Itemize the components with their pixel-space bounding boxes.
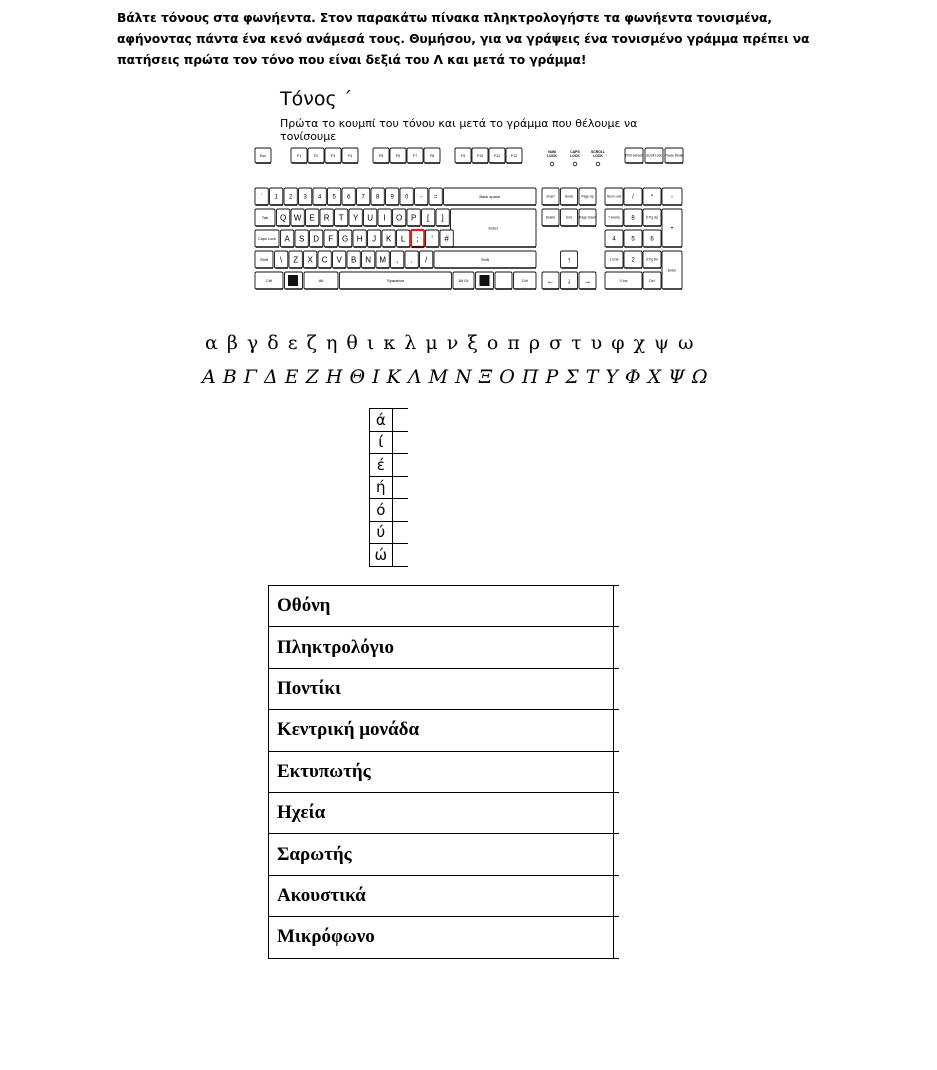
vowel-cell: ώ (370, 544, 393, 567)
word-answer-cell[interactable] (614, 875, 619, 916)
key-numpad-del (643, 272, 661, 289)
lock-indicator-label: CAPS (570, 150, 580, 154)
key-letter (320, 209, 333, 226)
word-cell: Μικρόφωνο (269, 917, 614, 958)
vowel-row (370, 409, 409, 432)
key-letter (422, 209, 435, 226)
key-letter (304, 251, 317, 268)
svg-text:F5: F5 (378, 153, 384, 158)
key-num-lock (605, 188, 623, 205)
key-number (415, 188, 428, 205)
svg-text:\: \ (280, 255, 283, 265)
svg-text:Del: Del (649, 278, 655, 283)
lock-indicator-light (573, 162, 577, 166)
key-home (561, 188, 578, 205)
svg-text:R: R (323, 213, 330, 223)
word-row (269, 710, 620, 751)
key-number (342, 188, 355, 205)
svg-text:': ' (431, 234, 433, 244)
key-numpad (643, 209, 661, 226)
svg-text:M: M (379, 255, 386, 265)
svg-text:8: 8 (375, 194, 380, 201)
windows-logo-icon (480, 275, 490, 286)
key-function (455, 148, 471, 163)
words-table (268, 585, 619, 959)
svg-text:E: E (309, 213, 315, 223)
svg-text:↑: ↑ (567, 255, 571, 265)
key-function (489, 148, 505, 163)
word-answer-cell[interactable] (614, 834, 619, 875)
svg-text:Enter: Enter (667, 268, 677, 273)
svg-text:7 Home: 7 Home (608, 215, 620, 220)
svg-text:F1: F1 (296, 153, 302, 158)
svg-text:Ctrl: Ctrl (521, 277, 528, 283)
accented-vowels-table (369, 408, 408, 567)
svg-text:→: → (583, 276, 592, 286)
key-letter (318, 251, 331, 268)
svg-text:8: 8 (631, 215, 635, 222)
word-row (269, 751, 620, 792)
vowel-answer-cell[interactable] (392, 454, 408, 477)
svg-text:.: . (410, 255, 413, 265)
svg-text:Scroll Lock: Scroll Lock (646, 153, 662, 158)
svg-text:Print Screen: Print Screen (625, 153, 643, 158)
svg-text:N: N (365, 255, 372, 265)
svg-text:4: 4 (317, 194, 322, 201)
svg-text:F6: F6 (395, 153, 401, 158)
svg-text:Esc: Esc (259, 153, 267, 158)
key-esc (255, 148, 271, 163)
word-cell: Σαρωτής (269, 834, 614, 875)
key-end (561, 209, 578, 226)
vowel-row (370, 544, 409, 567)
svg-text:F9: F9 (460, 153, 466, 158)
key-letter (420, 251, 433, 268)
word-row (269, 875, 620, 916)
key-letter (362, 251, 375, 268)
lock-indicator-label: NUM (548, 150, 556, 154)
key-letter (277, 209, 290, 226)
key-insert (542, 188, 559, 205)
svg-text:S: S (298, 234, 305, 244)
key-arrow-left (542, 272, 559, 289)
svg-text:/: / (632, 194, 634, 201)
word-cell: Ηχεία (269, 792, 614, 833)
key-ctrl-right (514, 272, 537, 289)
svg-text:=: = (433, 194, 438, 201)
key-letter (440, 230, 453, 247)
svg-text:4: 4 (612, 236, 616, 243)
svg-text:0 Ins: 0 Ins (619, 278, 628, 283)
key-letter (368, 230, 381, 247)
key-letter (306, 209, 319, 226)
svg-text:F11: F11 (493, 153, 501, 158)
svg-text:L: L (400, 234, 406, 244)
key-numpad (605, 251, 623, 268)
key-letter (335, 209, 348, 226)
svg-text:Y: Y (352, 213, 359, 223)
key-number (400, 188, 413, 205)
key-number (371, 188, 384, 205)
lock-indicator-label: LOCK (547, 154, 557, 158)
svg-text:#: # (444, 234, 449, 244)
key-function (472, 148, 488, 163)
svg-text:F12: F12 (510, 153, 518, 158)
word-row (269, 834, 620, 875)
tonos-description: Πρώτα το κουμπί του τόνου και μετά το γράμμα που θέλουμε να τονίσουμε (280, 117, 638, 143)
vowel-row (370, 499, 409, 522)
svg-text:F: F (328, 234, 334, 244)
greek-uppercase-alphabet: Α Β Γ Δ Ε Ζ Η Θ Ι Κ Λ Μ Ν Ξ Ο Π Ρ Σ Τ Υ Φ Χ Ψ Ω (202, 366, 709, 388)
word-cell: Πληκτρολόγιο (269, 627, 614, 668)
key-numpad-plus (662, 209, 682, 247)
key-arrow-right (579, 272, 596, 289)
key-letter (324, 230, 337, 247)
key-number (328, 188, 341, 205)
key-tab (255, 209, 275, 226)
svg-text:Home: Home (564, 194, 574, 199)
key-numpad (605, 209, 623, 226)
key-caps-lock (255, 230, 279, 247)
key-alt (304, 272, 338, 289)
key-pause-break (665, 148, 684, 163)
svg-text:O: O (396, 213, 403, 223)
vowel-row (370, 521, 409, 544)
windows-logo-icon (288, 275, 298, 286)
key-numpad (643, 230, 661, 247)
key-numpad (624, 209, 642, 226)
key-letter (289, 251, 302, 268)
word-cell: Κεντρική μονάδα (269, 710, 614, 751)
instructions-text: Βάλτε τόνους στα φωνήεντα. Στον παρακάτω πίνακα πληκτρολογήστε τα φωνήεντα τονισμένα, αφήνοντας πάντα ένα κενό ανάμεσά τους. Θυμήσου, για να γράψεις ένα τονισμένο γράμμα πρέπει να πατήσεις πρώτα τον τόνο που είναι δεξιά του Λ και μετά το γράμμα! (117, 11, 810, 67)
svg-text:9 Pg Up: 9 Pg Up (645, 215, 659, 220)
svg-text:9: 9 (390, 194, 394, 201)
key-scroll-lock (645, 148, 663, 163)
word-row (269, 917, 620, 958)
svg-text:End: End (566, 215, 572, 220)
vowel-cell: έ (370, 454, 393, 477)
word-cell: Οθόνη (269, 586, 614, 627)
svg-text:Delete: Delete (545, 215, 556, 220)
lock-indicator-light (550, 162, 554, 166)
svg-text:F4: F4 (347, 153, 353, 158)
key-delete (542, 209, 559, 226)
key-numpad (624, 230, 642, 247)
key-shift-right (434, 251, 536, 268)
word-answer-cell[interactable] (614, 917, 619, 958)
word-cell: Εκτυπωτής (269, 751, 614, 792)
svg-text:5: 5 (631, 236, 635, 243)
key-page-down (579, 209, 596, 226)
vowel-cell: ή (370, 476, 393, 499)
key-spacebar (340, 272, 452, 289)
key-letter (281, 230, 294, 247)
svg-text:T: T (338, 213, 344, 223)
key-enter (451, 209, 537, 247)
vowel-answer-cell[interactable] (392, 431, 408, 454)
key-letter (426, 230, 439, 247)
svg-text:]: ] (441, 213, 444, 223)
key-letter (393, 209, 406, 226)
key-letter (378, 209, 391, 226)
svg-text:3 Pg Dn: 3 Pg Dn (645, 257, 659, 262)
svg-text:Page Up: Page Up (581, 194, 594, 199)
svg-text:Page Down: Page Down (579, 215, 596, 220)
svg-text:Alt: Alt (318, 277, 324, 283)
svg-text:-: - (420, 194, 423, 201)
svg-text:2: 2 (631, 257, 635, 264)
svg-text:5: 5 (332, 194, 336, 201)
svg-text:,: , (396, 255, 399, 265)
key-menu (495, 272, 512, 289)
key-tonos-highlighted (411, 230, 424, 247)
svg-text:Spacebar: Spacebar (386, 277, 405, 283)
svg-text:V: V (336, 255, 342, 265)
key-number (255, 188, 268, 205)
word-answer-cell[interactable] (614, 668, 619, 709)
key-letter (310, 230, 323, 247)
key-letter (382, 230, 395, 247)
key-letter (347, 251, 360, 268)
word-cell: Ακουστικά (269, 875, 614, 916)
word-row (269, 792, 620, 833)
key-number (386, 188, 399, 205)
svg-text:H: H (356, 234, 363, 244)
key-number (313, 188, 326, 205)
svg-text:B: B (350, 255, 357, 265)
svg-text:Tab: Tab (261, 214, 269, 220)
key-function (506, 148, 522, 163)
svg-text:X: X (307, 255, 313, 265)
key-page-up (579, 188, 596, 205)
svg-text:Alt Gr: Alt Gr (458, 277, 469, 283)
key-letter (376, 251, 389, 268)
key-numpad (624, 188, 642, 205)
key-arrow-down (561, 272, 578, 289)
word-answer-cell[interactable] (614, 751, 619, 792)
svg-text:U: U (367, 213, 374, 223)
svg-text:-: - (671, 194, 673, 201)
svg-text:1 End: 1 End (609, 257, 619, 262)
svg-text:3: 3 (303, 194, 307, 201)
key-number (284, 188, 297, 205)
svg-text:A: A (284, 234, 290, 244)
vowel-row (370, 431, 409, 454)
svg-text:D: D (313, 234, 320, 244)
word-row (269, 627, 620, 668)
svg-text:*: * (650, 194, 654, 201)
svg-text:P: P (410, 213, 417, 223)
svg-text:Z: Z (293, 255, 299, 265)
key-letter (364, 209, 377, 226)
svg-text:K: K (385, 234, 392, 244)
key-alt-gr (453, 272, 474, 289)
word-answer-cell[interactable] (614, 792, 619, 833)
key-ctrl-left (255, 272, 283, 289)
svg-text:Q: Q (280, 213, 287, 223)
key-letter (333, 251, 346, 268)
key-letter (397, 230, 410, 247)
key-function (342, 148, 358, 163)
vowel-cell: ά (370, 409, 393, 432)
vowel-row (370, 476, 409, 499)
vowel-cell: ό (370, 499, 393, 522)
svg-text:`: ` (260, 194, 263, 201)
lock-indicator-light (596, 162, 600, 166)
key-number (299, 188, 312, 205)
vowel-answer-cell[interactable] (392, 544, 408, 567)
svg-text:Insert: Insert (546, 194, 555, 199)
key-function (308, 148, 324, 163)
key-numpad (624, 251, 642, 268)
key-numpad-enter (662, 251, 682, 289)
svg-text:Shift: Shift (259, 256, 269, 262)
key-letter (295, 230, 308, 247)
key-numpad (605, 230, 623, 247)
svg-text:Num Lock: Num Lock (606, 194, 622, 199)
key-print-screen (625, 148, 643, 163)
vowel-cell: ί (370, 431, 393, 454)
key-function (291, 148, 307, 163)
key-letter (391, 251, 404, 268)
vowel-row (370, 454, 409, 477)
svg-text:I: I (383, 213, 386, 223)
word-cell: Ποντίκι (269, 668, 614, 709)
vowel-cell: ύ (370, 521, 393, 544)
key-number (357, 188, 370, 205)
key-letter (407, 209, 420, 226)
key-arrow-up (561, 251, 578, 268)
lock-indicator-label: LOCK (570, 154, 580, 158)
key-numpad-zero (605, 272, 642, 289)
vowel-answer-cell[interactable] (392, 409, 408, 432)
key-backspace (444, 188, 537, 205)
tonos-title: Τόνος ΄ (280, 88, 353, 110)
svg-text:F7: F7 (412, 153, 418, 158)
key-letter (405, 251, 418, 268)
key-function (373, 148, 389, 163)
word-answer-cell[interactable] (614, 710, 619, 751)
key-function (390, 148, 406, 163)
key-letter (291, 209, 304, 226)
svg-text:Enter: Enter (488, 225, 499, 231)
key-numpad (643, 188, 661, 205)
key-letter (349, 209, 362, 226)
key-shift-left (255, 251, 273, 268)
svg-text:W: W (293, 213, 302, 223)
svg-text:J: J (372, 234, 377, 244)
key-function (424, 148, 440, 163)
keyboard-illustration (253, 143, 685, 295)
key-letter (339, 230, 352, 247)
vowel-answer-cell[interactable] (392, 476, 408, 499)
svg-text:6: 6 (650, 236, 654, 243)
svg-text:0: 0 (404, 194, 409, 201)
vowel-answer-cell[interactable] (392, 521, 408, 544)
svg-text:2: 2 (288, 194, 293, 201)
word-answer-cell[interactable] (614, 627, 619, 668)
key-letter (436, 209, 449, 226)
word-row (269, 668, 620, 709)
svg-text:/: / (425, 255, 428, 265)
svg-text:←: ← (546, 276, 555, 286)
svg-text:;: ; (416, 234, 419, 244)
svg-text:G: G (342, 234, 349, 244)
svg-text:Ctrl: Ctrl (265, 277, 273, 283)
key-function (407, 148, 423, 163)
svg-text:Pause Break: Pause Break (664, 153, 684, 158)
svg-text:F8: F8 (429, 153, 435, 158)
svg-text:F10: F10 (476, 153, 484, 158)
svg-text:7: 7 (361, 194, 365, 201)
word-answer-cell[interactable] (614, 586, 619, 627)
key-function (325, 148, 341, 163)
svg-text:F3: F3 (330, 153, 336, 158)
svg-text:F2: F2 (313, 153, 319, 158)
svg-text:C: C (321, 255, 328, 265)
key-letter (353, 230, 366, 247)
key-numpad (662, 188, 682, 205)
key-letter (275, 251, 288, 268)
svg-text:Back space: Back space (479, 193, 501, 199)
lock-indicator-label: LOCK (593, 154, 603, 158)
vowel-answer-cell[interactable] (392, 499, 408, 522)
greek-lowercase-alphabet: α β γ δ ε ζ η θ ι κ λ μ ν ξ ο π ρ σ τ υ φ χ ψ ω (205, 332, 696, 354)
lock-indicator-label: SCROLL (591, 150, 605, 154)
key-number (429, 188, 442, 205)
word-row (269, 586, 620, 627)
key-number (270, 188, 283, 205)
svg-text:Shift: Shift (480, 256, 490, 262)
svg-text:6: 6 (346, 194, 351, 201)
svg-text:1: 1 (274, 194, 278, 201)
key-numpad (643, 251, 661, 268)
svg-text:↓: ↓ (567, 276, 571, 286)
svg-text:[: [ (427, 213, 430, 223)
svg-text:+: + (670, 226, 674, 233)
svg-text:Caps Lock: Caps Lock (258, 236, 276, 241)
